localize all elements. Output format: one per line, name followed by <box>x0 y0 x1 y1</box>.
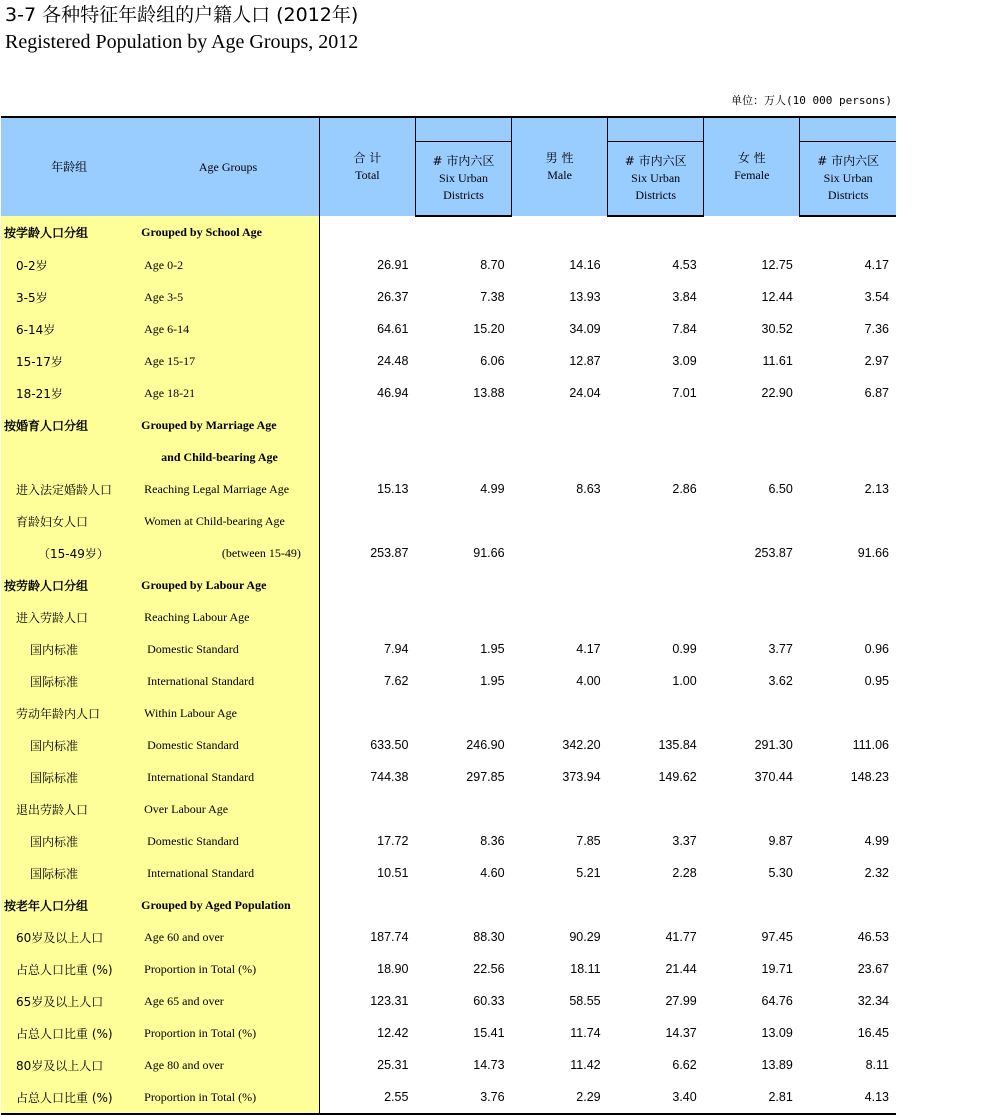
male-value: 24.04 <box>569 386 601 400</box>
age-group-en: Domestic Standard <box>137 729 319 761</box>
female-urban-value <box>800 889 896 921</box>
header-female-urban: # 市内六区 Six Urban Districts <box>800 142 896 217</box>
total-value <box>319 889 415 921</box>
total-value: 26.37 <box>377 290 409 304</box>
female-urban-value: 7.36 <box>864 322 889 336</box>
age-group-cn: 国际标准 <box>1 665 137 697</box>
age-group-en: Grouped by School Age <box>137 216 319 249</box>
total-urban-value <box>415 441 511 473</box>
table-row <box>1 537 896 569</box>
female-value <box>704 441 800 473</box>
age-group-cn: （15-49岁） <box>1 537 137 569</box>
age-group-en: Grouped by Aged Population <box>137 889 319 921</box>
female-value <box>704 601 800 633</box>
male-urban-value: 27.99 <box>665 994 697 1008</box>
total-value: 46.94 <box>377 386 409 400</box>
total-value: 2.55 <box>319 1081 415 1114</box>
header-age-cn: 年龄组 <box>1 117 137 216</box>
total-value <box>319 601 415 633</box>
total-value <box>319 441 415 473</box>
total-urban-value: 8.36 <box>480 834 505 848</box>
male-value: 7.85 <box>576 834 601 848</box>
table-row <box>1 601 896 633</box>
male-value: 12.87 <box>569 354 601 368</box>
male-urban-value: 2.86 <box>672 482 697 496</box>
male-urban-value: 3.40 <box>608 1081 704 1114</box>
female-value <box>704 569 800 601</box>
total-value: 253.87 <box>370 546 409 560</box>
table-row <box>1 1081 896 1114</box>
age-group-cn: 60岁及以上人口 <box>1 921 137 953</box>
male-value <box>512 889 608 921</box>
total-value: 10.51 <box>377 866 409 880</box>
table-row <box>1 1049 896 1081</box>
male-urban-value: 4.53 <box>672 258 697 272</box>
page-title-chinese: 3-7 各种特征年龄组的户籍人口 (2012年) <box>5 4 359 26</box>
female-urban-value: 2.13 <box>864 482 889 496</box>
table-row <box>1 281 896 313</box>
age-group-cn: 按学龄人口分组 <box>1 216 137 249</box>
male-urban-value: 7.84 <box>672 322 697 336</box>
table-row <box>1 665 896 697</box>
male-urban-value: 21.44 <box>665 962 697 976</box>
age-group-cn: 国内标准 <box>1 633 137 665</box>
table-row <box>1 697 896 729</box>
age-group-en: Within Labour Age <box>137 697 319 729</box>
total-value: 12.42 <box>377 1026 409 1040</box>
age-group-cn: 0-2岁 <box>1 249 137 281</box>
male-urban-value: 3.09 <box>672 354 697 368</box>
female-value: 13.89 <box>761 1058 793 1072</box>
total-value <box>319 216 415 249</box>
female-urban-value: 4.17 <box>864 258 889 272</box>
male-urban-value <box>608 216 704 249</box>
age-group-cn: 国际标准 <box>1 761 137 793</box>
table-row <box>1 569 896 601</box>
page-title-english: Registered Population by Age Groups, 2012 <box>5 31 359 53</box>
total-urban-value: 91.66 <box>473 546 505 560</box>
table-row <box>1 345 896 377</box>
female-urban-value: 6.87 <box>864 386 889 400</box>
female-value: 291.30 <box>754 738 793 752</box>
female-value: 3.62 <box>768 674 793 688</box>
female-urban-value: 0.95 <box>864 674 889 688</box>
male-value: 11.42 <box>570 1058 601 1072</box>
total-urban-value <box>415 216 511 249</box>
male-value <box>512 569 608 601</box>
male-value <box>512 537 608 569</box>
male-value <box>512 793 608 825</box>
age-group-cn: 劳动年龄内人口 <box>1 697 137 729</box>
female-urban-value <box>800 793 896 825</box>
female-value: 13.09 <box>761 1026 793 1040</box>
age-group-cn: 国际标准 <box>1 857 137 889</box>
male-value: 14.16 <box>569 258 601 272</box>
total-value <box>319 697 415 729</box>
male-urban-value: 3.84 <box>672 290 697 304</box>
total-urban-value: 3.76 <box>415 1081 511 1114</box>
unit-label: 单位：万人(10 000 persons) <box>731 94 892 107</box>
total-value: 17.72 <box>377 834 409 848</box>
total-value: 18.90 <box>377 962 409 976</box>
total-value <box>319 569 415 601</box>
age-group-en: Age 15-17 <box>137 345 319 377</box>
male-value <box>512 697 608 729</box>
age-group-cn: 3-5岁 <box>1 281 137 313</box>
female-urban-value <box>800 569 896 601</box>
header-male: 男 性 Male <box>512 117 608 216</box>
header-total-urban: # 市内六区 Six Urban Districts <box>415 142 511 217</box>
age-group-en: Age 60 and over <box>137 921 319 953</box>
female-value <box>704 889 800 921</box>
female-urban-value: 46.53 <box>857 930 889 944</box>
table-row <box>1 313 896 345</box>
total-urban-value <box>415 889 511 921</box>
female-value: 370.44 <box>754 770 793 784</box>
male-value: 373.94 <box>562 770 601 784</box>
male-value <box>512 409 608 441</box>
male-urban-value <box>608 697 704 729</box>
total-urban-value: 1.95 <box>480 674 505 688</box>
age-group-en: Proportion in Total (%) <box>137 953 319 985</box>
female-value: 6.50 <box>768 482 793 496</box>
age-group-cn: 育龄妇女人口 <box>1 505 137 537</box>
age-group-cn: 进入劳龄人口 <box>1 601 137 633</box>
male-value: 8.63 <box>576 482 601 496</box>
female-urban-value: 16.45 <box>857 1026 889 1040</box>
female-urban-value <box>800 409 896 441</box>
female-value: 253.87 <box>754 546 793 560</box>
age-group-cn: 80岁及以上人口 <box>1 1049 137 1081</box>
table-row <box>1 857 896 889</box>
male-value: 2.29 <box>512 1081 608 1114</box>
female-urban-value <box>800 697 896 729</box>
male-value: 90.29 <box>569 930 601 944</box>
age-group-en: Age 80 and over <box>137 1049 319 1081</box>
total-urban-value: 15.41 <box>473 1026 505 1040</box>
age-group-cn: 进入法定婚龄人口 <box>1 473 137 505</box>
male-value: 13.93 <box>569 290 601 304</box>
table-row <box>1 409 896 441</box>
age-group-en: International Standard <box>137 857 319 889</box>
age-group-en: Reaching Legal Marriage Age <box>137 473 319 505</box>
male-urban-value <box>608 793 704 825</box>
male-urban-value: 41.77 <box>665 930 697 944</box>
male-urban-value: 1.00 <box>672 674 697 688</box>
age-group-en: Age 18-21 <box>137 377 319 409</box>
female-urban-value: 91.66 <box>857 546 889 560</box>
female-urban-value: 0.96 <box>864 642 889 656</box>
total-value: 24.48 <box>377 354 409 368</box>
age-group-cn: 退出劳龄人口 <box>1 793 137 825</box>
age-group-en: International Standard <box>137 665 319 697</box>
female-value: 11.61 <box>762 354 793 368</box>
age-group-en: Women at Child-bearing Age <box>137 505 319 537</box>
age-group-cn: 占总人口比重 (%) <box>1 1081 137 1114</box>
female-value <box>704 216 800 249</box>
male-urban-value <box>608 409 704 441</box>
male-value: 4.17 <box>576 642 601 656</box>
female-urban-value: 2.32 <box>864 866 889 880</box>
table-row <box>1 473 896 505</box>
total-value: 187.74 <box>370 930 409 944</box>
female-value: 9.87 <box>768 834 793 848</box>
age-group-en: International Standard <box>137 761 319 793</box>
age-group-cn: 65岁及以上人口 <box>1 985 137 1017</box>
male-value: 342.20 <box>562 738 601 752</box>
total-urban-value: 4.60 <box>480 866 505 880</box>
total-urban-value: 1.95 <box>480 642 505 656</box>
age-group-cn: 国内标准 <box>1 729 137 761</box>
age-group-cn <box>1 441 137 473</box>
age-group-cn: 按老年人口分组 <box>1 889 137 921</box>
table-row <box>1 505 896 537</box>
female-value: 5.30 <box>768 866 793 880</box>
age-group-en: Proportion in Total (%) <box>137 1017 319 1049</box>
age-group-cn: 占总人口比重 (%) <box>1 1017 137 1049</box>
total-value: 123.31 <box>370 994 409 1008</box>
age-group-cn: 6-14岁 <box>1 313 137 345</box>
total-value: 744.38 <box>370 770 409 784</box>
total-urban-value: 246.90 <box>466 738 505 752</box>
total-urban-value: 7.38 <box>480 290 505 304</box>
male-value: 58.55 <box>569 994 601 1008</box>
male-urban-value: 6.62 <box>672 1058 697 1072</box>
total-value: 26.91 <box>377 258 409 272</box>
age-group-cn: 占总人口比重 (%) <box>1 953 137 985</box>
table-row <box>1 889 896 921</box>
total-urban-value: 60.33 <box>473 994 505 1008</box>
table-row <box>1 825 896 857</box>
age-group-en: and Child-bearing Age <box>137 441 319 473</box>
header-female: 女 性 Female <box>704 117 800 216</box>
male-value <box>512 601 608 633</box>
table-row <box>1 441 896 473</box>
male-value <box>512 441 608 473</box>
male-urban-value: 2.28 <box>672 866 697 880</box>
total-urban-value: 14.73 <box>473 1058 505 1072</box>
female-value: 2.81 <box>704 1081 800 1114</box>
table-header <box>1 117 896 216</box>
age-group-en: Age 6-14 <box>137 313 319 345</box>
female-urban-value: 3.54 <box>864 290 889 304</box>
male-value <box>512 505 608 537</box>
male-value: 5.21 <box>576 866 601 880</box>
male-urban-value: 14.37 <box>665 1026 697 1040</box>
female-urban-value: 4.99 <box>864 834 889 848</box>
table-row <box>1 1017 896 1049</box>
age-group-en: Domestic Standard <box>137 633 319 665</box>
header-male-urban: # 市内六区 Six Urban Districts <box>608 142 704 217</box>
male-urban-value <box>608 441 704 473</box>
table-row <box>1 985 896 1017</box>
female-urban-value: 148.23 <box>850 770 889 784</box>
female-urban-value <box>800 505 896 537</box>
age-group-en: Age 65 and over <box>137 985 319 1017</box>
table-row <box>1 953 896 985</box>
male-urban-value: 7.01 <box>672 386 697 400</box>
total-urban-value <box>415 793 511 825</box>
female-value <box>704 409 800 441</box>
age-group-en: Domestic Standard <box>137 825 319 857</box>
male-value: 18.11 <box>570 962 601 976</box>
total-urban-value: 4.99 <box>480 482 505 496</box>
female-urban-value: 8.11 <box>865 1058 889 1072</box>
age-group-en: Age 0-2 <box>137 249 319 281</box>
total-value: 7.94 <box>384 642 409 656</box>
female-value <box>704 697 800 729</box>
total-urban-value: 297.85 <box>466 770 505 784</box>
total-urban-value <box>415 409 511 441</box>
female-urban-value: 2.97 <box>864 354 889 368</box>
female-value: 3.77 <box>768 642 793 656</box>
age-group-cn: 按劳龄人口分组 <box>1 569 137 601</box>
age-group-cn: 国内标准 <box>1 825 137 857</box>
total-urban-value: 8.70 <box>480 258 505 272</box>
female-value: 22.90 <box>761 386 793 400</box>
age-group-en: Age 3-5 <box>137 281 319 313</box>
female-value: 64.76 <box>761 994 793 1008</box>
age-group-en: Grouped by Labour Age <box>137 569 319 601</box>
total-urban-value <box>415 601 511 633</box>
total-value <box>319 409 415 441</box>
female-urban-value: 4.13 <box>800 1081 896 1114</box>
table-body <box>1 216 896 1114</box>
age-group-en: Proportion in Total (%) <box>137 1081 319 1114</box>
total-urban-value <box>415 697 511 729</box>
male-value: 4.00 <box>576 674 601 688</box>
female-urban-value <box>800 216 896 249</box>
total-urban-value <box>415 505 511 537</box>
male-value: 34.09 <box>569 322 601 336</box>
age-group-en: Grouped by Marriage Age <box>137 409 319 441</box>
age-group-cn: 按婚育人口分组 <box>1 409 137 441</box>
table-row <box>1 761 896 793</box>
table-row <box>1 249 896 281</box>
total-value: 633.50 <box>370 738 409 752</box>
female-urban-value <box>800 601 896 633</box>
male-urban-value <box>608 569 704 601</box>
male-value <box>512 216 608 249</box>
male-value: 11.74 <box>570 1026 601 1040</box>
total-value: 64.61 <box>377 322 409 336</box>
table-row <box>1 633 896 665</box>
female-value <box>704 793 800 825</box>
female-urban-value <box>800 441 896 473</box>
female-value <box>704 505 800 537</box>
total-value <box>319 793 415 825</box>
table-row <box>1 377 896 409</box>
population-table <box>1 116 896 1115</box>
female-value: 30.52 <box>761 322 793 336</box>
age-group-cn: 18-21岁 <box>1 377 137 409</box>
total-value <box>319 505 415 537</box>
female-value: 12.75 <box>761 258 793 272</box>
total-urban-value: 22.56 <box>473 962 505 976</box>
total-value: 25.31 <box>377 1058 409 1072</box>
male-urban-value <box>608 537 704 569</box>
total-urban-value: 13.88 <box>473 386 505 400</box>
female-value: 19.71 <box>761 962 793 976</box>
male-urban-value: 0.99 <box>672 642 697 656</box>
total-value: 7.62 <box>384 674 409 688</box>
female-urban-value: 23.67 <box>857 962 889 976</box>
table-row <box>1 793 896 825</box>
total-urban-value <box>415 569 511 601</box>
male-urban-value: 149.62 <box>658 770 697 784</box>
table-row <box>1 729 896 761</box>
male-urban-value <box>608 889 704 921</box>
total-urban-value: 15.20 <box>473 322 505 336</box>
total-urban-value: 6.06 <box>480 354 505 368</box>
male-urban-value: 3.37 <box>672 834 697 848</box>
male-urban-value <box>608 505 704 537</box>
female-value: 12.44 <box>761 290 793 304</box>
age-group-en: Reaching Labour Age <box>137 601 319 633</box>
female-value: 97.45 <box>761 930 793 944</box>
header-total: 合 计 Total <box>319 117 415 216</box>
total-urban-value: 88.30 <box>473 930 505 944</box>
header-age-en: Age Groups <box>137 117 319 216</box>
table-row <box>1 921 896 953</box>
age-group-en: Over Labour Age <box>137 793 319 825</box>
age-group-en: (between 15-49) <box>137 537 319 569</box>
female-urban-value: 111.06 <box>852 738 889 752</box>
table-row <box>1 216 896 249</box>
male-urban-value: 135.84 <box>658 738 697 752</box>
age-group-cn: 15-17岁 <box>1 345 137 377</box>
female-urban-value: 32.34 <box>857 994 889 1008</box>
male-urban-value <box>608 601 704 633</box>
total-value: 15.13 <box>377 482 409 496</box>
